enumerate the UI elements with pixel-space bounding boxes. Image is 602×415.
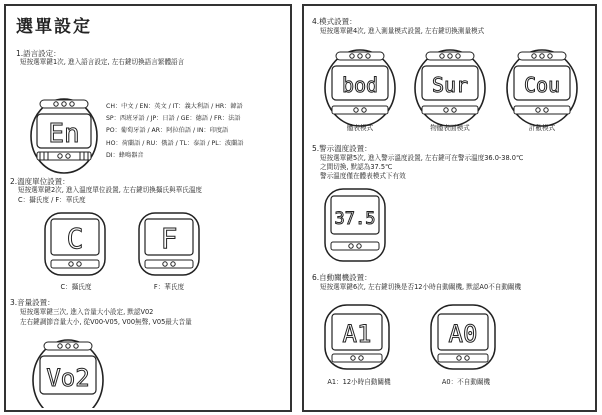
lcd-text-body-mode: bod — [341, 73, 379, 97]
caption-body-mode: 體表模式 — [346, 124, 374, 132]
thermometer-display-count-mode — [504, 46, 580, 128]
thermometer-display-volume — [30, 336, 106, 408]
right-panel — [302, 4, 597, 412]
thermometer-display-surface-mode — [412, 46, 488, 128]
thermometer-display-auto-off-off — [428, 302, 498, 372]
section-5-heading: 5.警示溫度設置： — [312, 144, 372, 153]
caption-fahrenheit: F：華氏度 — [153, 283, 185, 291]
section-4-heading: 4.模式設置： — [312, 17, 357, 26]
thermometer-display-celsius — [42, 210, 108, 278]
section-4-instructions: 短按選單鍵4次, 進入測量模式設置, 左右鍵切換測量模式 — [320, 27, 485, 35]
section-1-instructions: 短按選單鍵1次, 進入語言設定, 左右鍵切換語言繁體語言 — [20, 58, 185, 66]
page-title: 選單設定 — [16, 17, 92, 37]
thermometer-display-fahrenheit — [136, 210, 202, 278]
section-6-instructions: 短按選單鍵6次, 左右鍵切換是否12小時自動關機, 默認A0不自動關機 — [320, 283, 522, 291]
lcd-text-surface-mode: Sur — [431, 73, 469, 97]
section-3-heading: 3.音量設置： — [10, 298, 55, 307]
caption-surface-mode: 物體表面模式 — [430, 124, 470, 132]
language-line: SP：西班牙語 / JP：日語 / GE：德語 / FR：法語 — [106, 115, 241, 123]
thermometer-display-auto-off-on — [322, 302, 392, 372]
lcd-text-alarm-temp: 37.5 — [334, 209, 376, 229]
section-2-heading: 2.溫度單位設置： — [10, 177, 70, 186]
lcd-text-auto-off-on: A1 — [342, 320, 372, 348]
left-panel — [4, 4, 292, 412]
section-1-heading: 1.語言設定： — [16, 49, 61, 58]
thermometer-display-body-mode — [322, 46, 398, 128]
lcd-text-fahrenheit: F — [160, 222, 178, 255]
lcd-text-language: En — [48, 119, 80, 149]
section-5-instructions: 短按選單鍵5次, 進入警示溫度設置, 左右鍵可在警示溫度36.0-38.0℃ — [320, 154, 524, 162]
lcd-text-auto-off-off: A0 — [448, 320, 478, 348]
lcd-text-count-mode: Cou — [523, 73, 561, 97]
language-code-list — [106, 101, 243, 162]
section-3-instructions: 短按選單鍵三次, 進入音量大小設定, 默認V02 — [20, 308, 154, 316]
caption-auto-off-on: A1：12小時自動關機 — [327, 378, 391, 386]
lcd-text-volume: Vo2 — [46, 364, 90, 392]
section-2-units: C：攝氏度 / F：華氏度 — [18, 196, 86, 204]
language-line: HO：荷蘭語 / RU：俄語 / TL：泰語 / PL：波蘭語 — [106, 139, 244, 147]
language-line: CH：中文 / EN：英文 / IT：義大利語 / HR：韓語 — [106, 103, 243, 110]
thermometer-display-language — [28, 94, 100, 174]
language-line: PO：葡萄牙語 / AR：阿拉伯語 / IN：印度語 — [106, 127, 229, 135]
thermometer-display-alarm-temp — [322, 186, 388, 264]
caption-count-mode: 計數模式 — [528, 124, 556, 132]
caption-celsius: C：攝氏度 — [60, 283, 92, 291]
section-6-heading: 6.自動關機設置： — [312, 273, 372, 282]
lcd-text-celsius: C — [66, 222, 84, 255]
language-line: DI：蜂鳴器音 — [106, 151, 144, 159]
section-5-default: 之間切換, 默認為37.5℃ — [320, 163, 393, 171]
section-5-note: 警示溫度僅在體表模式下有效 — [320, 172, 406, 180]
section-2-instructions: 短按選單鍵2次, 進入溫度單位設置, 左右鍵切換攝氏與華氏溫度 — [18, 186, 203, 194]
section-3-range: 左右鍵調節音量大小, 從V00-V05, V00無聲, V05最大音量 — [20, 318, 192, 326]
caption-auto-off-off: A0：不自動關機 — [441, 378, 491, 386]
